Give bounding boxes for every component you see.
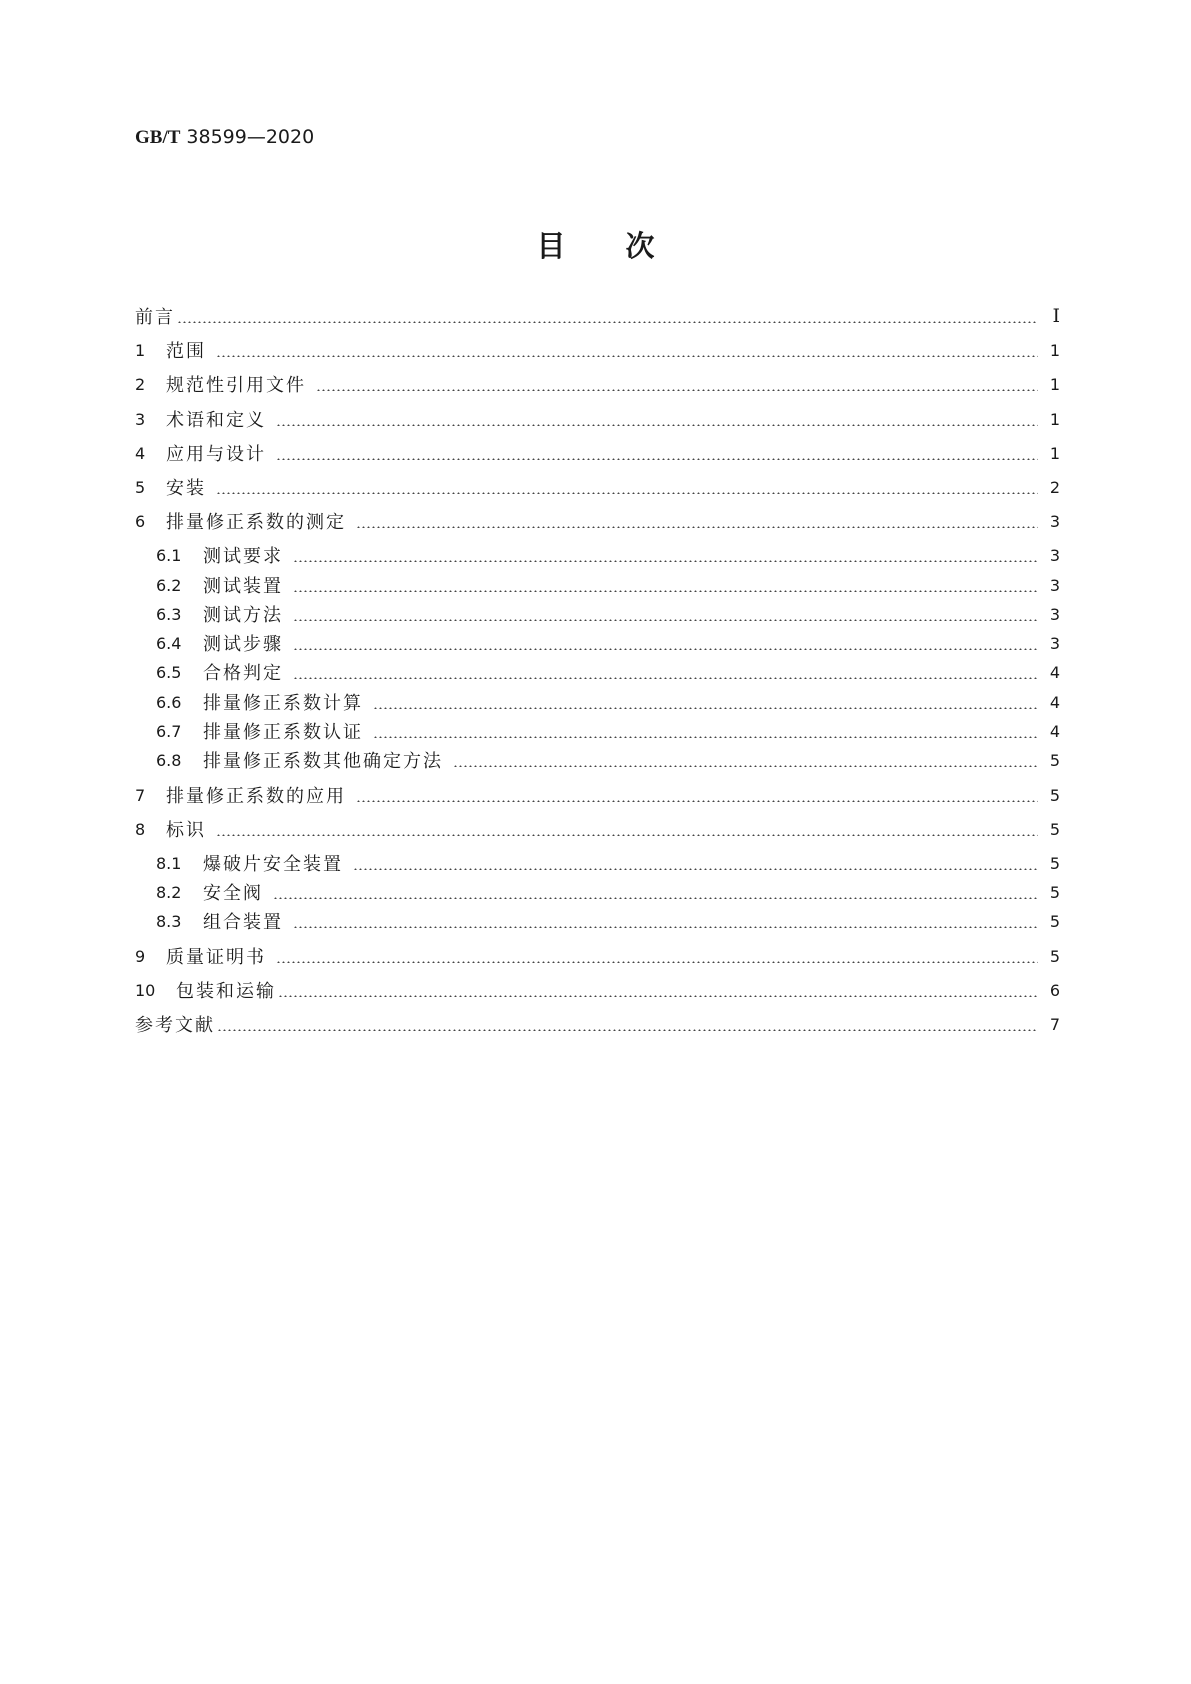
standard-number: 38599—2020 — [186, 126, 315, 148]
toc-entry-number: 6.7 — [156, 721, 182, 741]
toc-entry-page: 3 — [1049, 545, 1060, 565]
dot-leader — [216, 492, 1038, 494]
toc-entry-text: 安全阀 — [203, 883, 263, 904]
toc-entry-text: 标识 — [166, 820, 206, 841]
toc-entry-1[interactable] — [135, 336, 1060, 364]
toc-entry-text: 范围 — [166, 341, 206, 362]
toc-entry-page: 5 — [1049, 882, 1060, 902]
dot-leader — [278, 995, 1038, 997]
toc-entry-text: 包装和运输 — [176, 981, 276, 1002]
toc-entry-text: 排量修正系数的应用 — [166, 786, 346, 807]
toc-entry-text: 排量修正系数计算 — [203, 693, 363, 714]
dot-leader — [177, 321, 1038, 323]
toc-entry-8-2[interactable] — [156, 878, 1060, 906]
dot-leader — [293, 619, 1038, 621]
toc-entry-number: 7 — [135, 785, 146, 805]
toc-entry-page: 5 — [1049, 750, 1060, 770]
toc-entry-number: 8.1 — [156, 853, 182, 873]
dot-leader — [276, 424, 1038, 426]
dot-leader — [276, 458, 1038, 460]
toc-entry-6-8[interactable] — [156, 746, 1060, 774]
dot-leader — [293, 560, 1038, 562]
toc-entry-number: 8.3 — [156, 911, 182, 931]
toc-entry-text: 参考文献 — [135, 1015, 215, 1036]
toc-entry-6-7[interactable] — [156, 717, 1060, 745]
toc-entry-page: 4 — [1049, 721, 1060, 741]
dot-leader — [293, 648, 1038, 650]
toc-entry-8[interactable] — [135, 815, 1060, 843]
toc-entry-6-1[interactable] — [156, 541, 1060, 569]
toc-entry-page: 1 — [1049, 374, 1060, 394]
toc-entry-4[interactable] — [135, 439, 1060, 467]
toc-entry-6-4[interactable] — [156, 629, 1060, 657]
toc-entry-text: 爆破片安全装置 — [203, 854, 343, 875]
toc-entry-page: 2 — [1049, 477, 1060, 497]
toc-entry-page: 3 — [1049, 633, 1060, 653]
toc-entry-page: 4 — [1049, 692, 1060, 712]
toc-entry-number: 10 — [135, 980, 156, 1000]
toc-entry-text: 排量修正系数认证 — [203, 722, 363, 743]
dot-leader — [293, 926, 1038, 928]
toc-entry-page: 6 — [1049, 980, 1060, 1000]
toc-entry-text: 测试要求 — [203, 546, 283, 567]
toc-entry-number: 6.3 — [156, 604, 182, 624]
toc-entry-page: I — [1052, 305, 1060, 327]
toc-entry-page: 3 — [1049, 575, 1060, 595]
toc-entry-number: 6.8 — [156, 750, 182, 770]
toc-entry-page: 5 — [1049, 911, 1060, 931]
toc-entry-9[interactable] — [135, 942, 1060, 970]
toc-entry-page: 3 — [1049, 604, 1060, 624]
toc-entry-number: 6.2 — [156, 575, 182, 595]
toc-entry-8-1[interactable] — [156, 849, 1060, 877]
toc-entry-text: 测试步骤 — [203, 634, 283, 655]
toc-entry-text: 规范性引用文件 — [166, 375, 306, 396]
toc-entry-foreword[interactable] — [135, 302, 1060, 330]
toc-entry-number: 6.1 — [156, 545, 182, 565]
dot-leader — [356, 526, 1038, 528]
toc-entry-text: 质量证明书 — [166, 947, 266, 968]
toc-entry-7[interactable] — [135, 781, 1060, 809]
dot-leader — [316, 389, 1038, 391]
toc-entry-number: 6.4 — [156, 633, 182, 653]
toc-entry-6-2[interactable] — [156, 571, 1060, 599]
toc-entry-text: 合格判定 — [203, 663, 283, 684]
toc-entry-number: 8.2 — [156, 882, 182, 902]
toc-entry-number: 1 — [135, 340, 146, 360]
dot-leader — [373, 736, 1038, 738]
page-title: 目次 — [536, 229, 715, 263]
toc-entry-3[interactable] — [135, 405, 1060, 433]
toc-entry-number: 6.5 — [156, 662, 182, 682]
toc-entry-bibliography[interactable] — [135, 1010, 1060, 1038]
dot-leader — [453, 765, 1038, 767]
dot-leader — [356, 800, 1038, 802]
toc-entry-2[interactable] — [135, 370, 1060, 398]
toc-entry-text: 排量修正系数其他确定方法 — [203, 751, 443, 772]
toc-entry-page: 5 — [1049, 785, 1060, 805]
dot-leader — [216, 834, 1038, 836]
toc-entry-page: 1 — [1049, 340, 1060, 360]
toc-entry-5[interactable] — [135, 473, 1060, 501]
toc-entry-text: 测试方法 — [203, 605, 283, 626]
toc-entry-text: 测试装置 — [203, 576, 283, 597]
toc-entry-page: 1 — [1049, 409, 1060, 429]
toc-entry-text: 排量修正系数的测定 — [166, 512, 346, 533]
toc-entry-text: 应用与设计 — [166, 444, 266, 465]
toc-entry-6-5[interactable] — [156, 658, 1060, 686]
dot-leader — [273, 897, 1038, 899]
toc-entry-number: 8 — [135, 819, 146, 839]
toc-entry-page: 7 — [1049, 1014, 1060, 1034]
dot-leader — [276, 961, 1038, 963]
toc-entry-number: 3 — [135, 409, 146, 429]
toc-entry-number: 5 — [135, 477, 146, 497]
toc-entry-page: 1 — [1049, 443, 1060, 463]
standard-code — [135, 125, 314, 150]
toc-entry-number: 2 — [135, 374, 146, 394]
toc-entry-page: 5 — [1049, 946, 1060, 966]
toc-entry-number: 4 — [135, 443, 146, 463]
toc-entry-number: 6 — [135, 511, 146, 531]
standard-prefix: GB/T — [135, 127, 181, 148]
dot-leader — [373, 707, 1038, 709]
dot-leader — [293, 590, 1038, 592]
toc-entry-number: 9 — [135, 946, 146, 966]
dot-leader — [217, 1029, 1038, 1031]
toc-entry-page: 4 — [1049, 662, 1060, 682]
dot-leader — [353, 868, 1038, 870]
toc-entry-number: 6.6 — [156, 692, 182, 712]
toc-entry-text: 前言 — [135, 307, 175, 328]
toc-entry-page: 5 — [1049, 819, 1060, 839]
toc-entry-8-3[interactable] — [156, 907, 1060, 935]
toc-entry-6-6[interactable] — [156, 688, 1060, 716]
toc-entry-text: 安装 — [166, 478, 206, 499]
toc-entry-text: 组合装置 — [203, 912, 283, 933]
dot-leader — [293, 677, 1038, 679]
toc-entry-6-3[interactable] — [156, 600, 1060, 628]
toc-entry-6[interactable] — [135, 507, 1060, 535]
toc-entry-10[interactable] — [135, 976, 1060, 1004]
toc-entry-page: 3 — [1049, 511, 1060, 531]
dot-leader — [216, 355, 1038, 357]
toc-entry-page: 5 — [1049, 853, 1060, 873]
toc-entry-text: 术语和定义 — [166, 410, 266, 431]
